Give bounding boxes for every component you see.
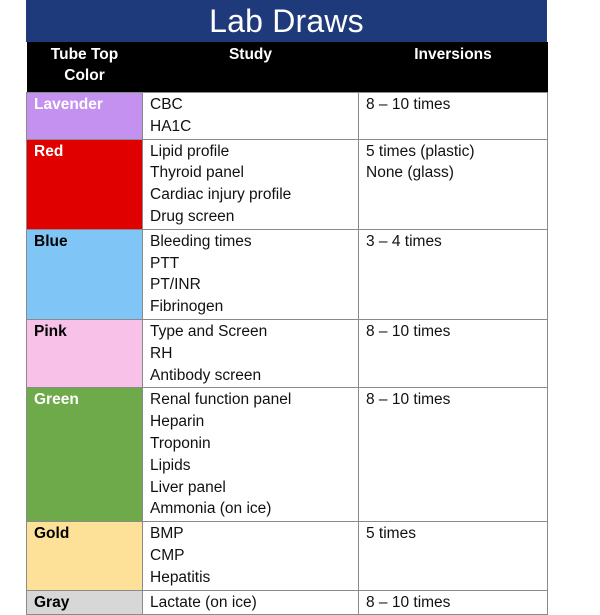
study-item: Lipid profile xyxy=(150,142,230,160)
study-cell xyxy=(143,229,359,319)
tube-color-cell xyxy=(27,139,143,229)
inversion-item: 8 – 10 times xyxy=(366,593,451,611)
study-cell xyxy=(143,522,359,590)
tube-color-label: Gold xyxy=(34,525,70,543)
inversion-item: 5 times xyxy=(366,525,416,543)
inversions-cell xyxy=(359,522,548,590)
inversions-cell xyxy=(359,229,548,319)
table-body xyxy=(27,93,548,615)
table-row xyxy=(27,93,548,140)
inversions-cell xyxy=(359,93,548,140)
header-tube-top-color: Tube Top Color xyxy=(27,42,143,93)
header-inversions: Inversions xyxy=(359,42,548,93)
tube-color-cell xyxy=(27,229,143,319)
study-item: Lactate (on ice) xyxy=(150,593,257,611)
study-item: PTT xyxy=(150,254,180,272)
study-item: Liver panel xyxy=(150,478,226,496)
table-row xyxy=(27,590,548,615)
inversion-item: 3 – 4 times xyxy=(366,232,442,250)
study-item: Lipids xyxy=(150,456,191,474)
study-item: CBC xyxy=(150,96,183,113)
tube-color-cell xyxy=(27,388,143,522)
table-header-row xyxy=(27,42,548,93)
inversion-item: None (glass) xyxy=(366,164,454,182)
table-row xyxy=(27,522,548,590)
header-study: Study xyxy=(143,42,359,93)
table-row xyxy=(27,229,548,319)
inversion-item: 5 times (plastic) xyxy=(366,142,475,160)
inversions-cell xyxy=(359,319,548,387)
tube-color-label: Blue xyxy=(34,232,68,250)
study-cell xyxy=(143,319,359,387)
tube-color-label: Green xyxy=(34,391,79,409)
study-cell xyxy=(143,388,359,522)
table-row xyxy=(27,388,548,522)
study-item: Thyroid panel xyxy=(150,164,244,182)
tube-color-label: Gray xyxy=(34,593,70,611)
study-cell xyxy=(143,139,359,229)
study-item: Fibrinogen xyxy=(150,298,224,316)
study-item: PT/INR xyxy=(150,276,201,294)
study-cell xyxy=(143,93,359,140)
tube-color-cell xyxy=(27,319,143,387)
study-item: Troponin xyxy=(150,434,211,452)
study-item: Hepatitis xyxy=(150,568,211,586)
inversions-cell xyxy=(359,139,548,229)
inversions-cell xyxy=(359,590,548,615)
inversions-cell xyxy=(359,388,548,522)
inversion-item: 8 – 10 times xyxy=(366,322,451,340)
inversion-item: 8 – 10 times xyxy=(366,96,451,113)
tube-color-label: Red xyxy=(34,142,64,160)
study-item: Type and Screen xyxy=(150,322,268,340)
tube-color-cell xyxy=(27,590,143,615)
study-item: Renal function panel xyxy=(150,391,292,409)
study-item: Heparin xyxy=(150,413,205,431)
tube-color-cell xyxy=(27,93,143,140)
study-item: Antibody screen xyxy=(150,366,262,384)
study-item: Cardiac injury profile xyxy=(150,186,292,204)
page-title: Lab Draws xyxy=(26,0,547,42)
study-item: CMP xyxy=(150,546,185,564)
study-item: HA1C xyxy=(150,117,192,135)
inversion-item: 8 – 10 times xyxy=(366,391,451,409)
study-item: Ammonia (on ice) xyxy=(150,500,272,518)
study-item: BMP xyxy=(150,525,184,543)
table-row xyxy=(27,139,548,229)
study-item: RH xyxy=(150,344,173,362)
study-cell xyxy=(143,590,359,615)
lab-draws-table xyxy=(26,42,548,615)
tube-color-label: Pink xyxy=(34,322,67,340)
study-item: Bleeding times xyxy=(150,232,252,250)
tube-color-cell xyxy=(27,522,143,590)
table-row xyxy=(27,319,548,387)
tube-color-label: Lavender xyxy=(34,96,103,113)
study-item: Drug screen xyxy=(150,207,235,225)
